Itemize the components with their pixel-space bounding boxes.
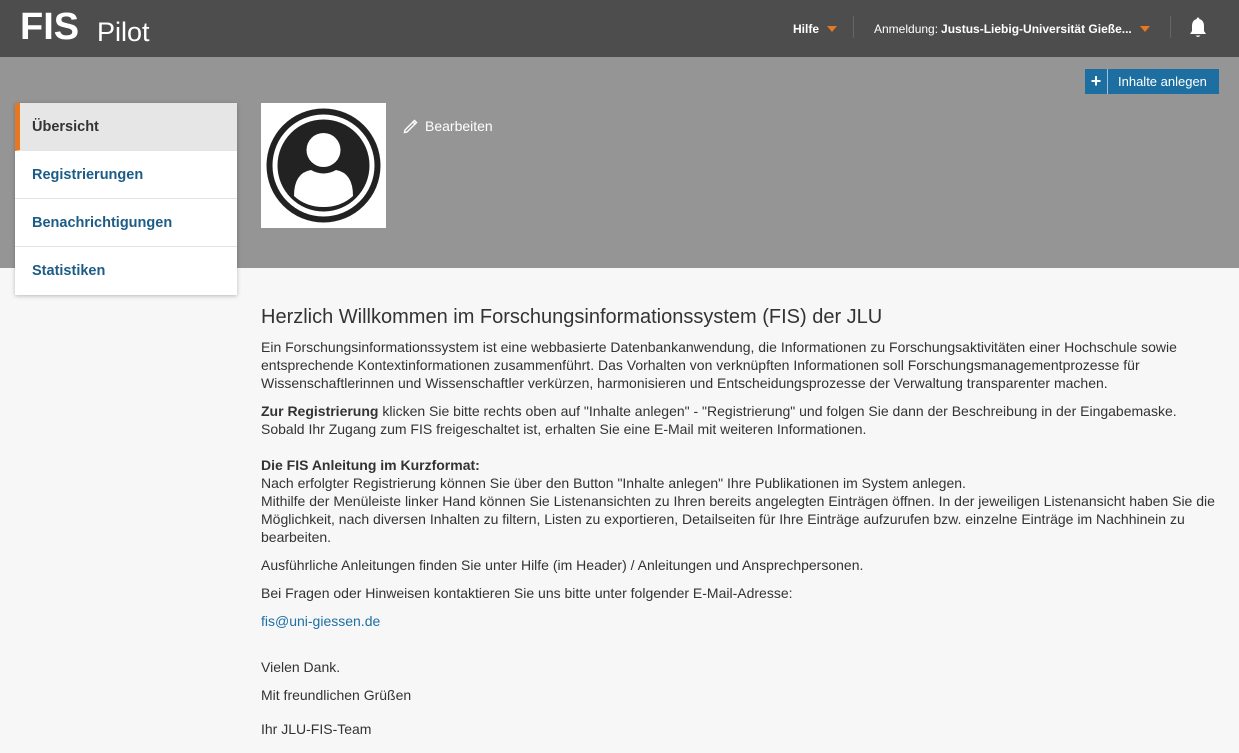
sidebar-item-registrierungen[interactable] xyxy=(15,151,237,199)
divider xyxy=(1170,16,1171,38)
regards-text: Mit freundlichen Grüßen xyxy=(261,687,412,703)
welcome-content xyxy=(261,305,1221,748)
chevron-down-icon xyxy=(1140,26,1150,32)
guide-heading: Die FIS Anleitung im Kurzformat: xyxy=(261,457,480,473)
guide-section xyxy=(261,456,1221,546)
logo-pilot: Pilot xyxy=(97,17,150,47)
sidebar-nav xyxy=(15,103,237,295)
help-hint: Ausführliche Anleitungen finden Sie unter Hilfe (im Header) / Anleitungen und Ansprechpersonen. xyxy=(261,557,864,573)
help-menu[interactable] xyxy=(793,0,837,57)
sidebar-item-label: Übersicht xyxy=(32,118,99,135)
login-prefix: Anmeldung: xyxy=(874,21,939,36)
thanks-text: Vielen Dank. xyxy=(261,659,341,675)
help-menu-label: Hilfe xyxy=(793,21,820,36)
sidebar-item-label: Registrierungen xyxy=(32,166,144,183)
email-link[interactable]: fis@uni-giessen.de xyxy=(261,613,381,629)
sidebar-item-statistiken[interactable] xyxy=(15,247,237,295)
edit-label: Bearbeiten xyxy=(425,118,493,134)
guide-line-1: Nach erfolgter Registrierung können Sie über den Button "Inhalte anlegen" Ihre Publikationen im System anlegen. xyxy=(261,475,966,491)
page-title: Herzlich Willkommen im Forschungsinformationssystem (FIS) der JLU xyxy=(261,306,883,328)
login-organization: Justus-Liebig-Universität Gieße... xyxy=(941,21,1132,36)
add-content-label: Inhalte anlegen xyxy=(1118,74,1207,89)
registration-body: klicken Sie bitte rechts oben auf "Inhalte anlegen" - "Registrierung" und folgen Sie dann der Beschreibung in der Eingabemaske. Sobald Ihr Zugang zum FIS freigeschaltet ist, erhalten Sie eine E-Mail mit weiteren Informationen. xyxy=(261,403,1177,437)
sidebar-item-benachrichtigungen[interactable] xyxy=(15,199,237,247)
intro-text: Ein Forschungsinformationssystem ist eine webbasierte Datenbankanwendung, die Informationen zu Forschungsaktivitäten einer Hochschule sowie entsprechende Kontextinformationen zusammenführt. Das Vorhalten von verknüpften Informationen soll Forschungsmanagementprozesse für Wissenschaftlerinnen und Wissenschaftler verkürzen, harmonisieren und Entscheidungsprozesse der Verwaltung transparenter machen. xyxy=(261,339,1177,391)
edit-profile-link[interactable] xyxy=(403,118,493,134)
logo-fis[interactable]: FIS xyxy=(20,6,80,48)
registration-bold: Zur Registrierung xyxy=(261,403,379,419)
plus-icon: + xyxy=(1085,69,1108,94)
registration-text xyxy=(261,402,1221,438)
user-avatar-icon xyxy=(261,103,386,228)
sidebar-item-label: Benachrichtigungen xyxy=(32,214,173,231)
top-header xyxy=(0,0,1239,57)
chevron-down-icon xyxy=(827,26,837,32)
divider xyxy=(853,16,854,38)
login-menu[interactable] xyxy=(874,0,1150,57)
signature-text: Ihr JLU-FIS-Team xyxy=(261,721,372,737)
sidebar-item-uebersicht[interactable] xyxy=(15,103,237,151)
guide-line-2: Mithilfe der Menüleiste linker Hand können Sie Listenansichten zu Ihren bereits angelegten Einträgen öffnen. In der jeweiligen Listenansicht haben Sie die Möglichkeit, nach diversen Inhalten zu filtern, Listen zu exportieren, Detailseiten für Ihre Einträge aufzurufen bzw. einzelne Einträge im Nachhinein zu bearbeiten. xyxy=(261,493,1215,545)
bell-icon[interactable] xyxy=(1188,17,1208,39)
pencil-icon xyxy=(403,119,418,134)
contact-hint: Bei Fragen oder Hinweisen kontaktieren Sie uns bitte unter folgender E-Mail-Adresse: xyxy=(261,585,793,601)
avatar xyxy=(261,103,386,228)
add-content-button[interactable] xyxy=(1085,69,1219,94)
sidebar-item-label: Statistiken xyxy=(32,263,106,279)
